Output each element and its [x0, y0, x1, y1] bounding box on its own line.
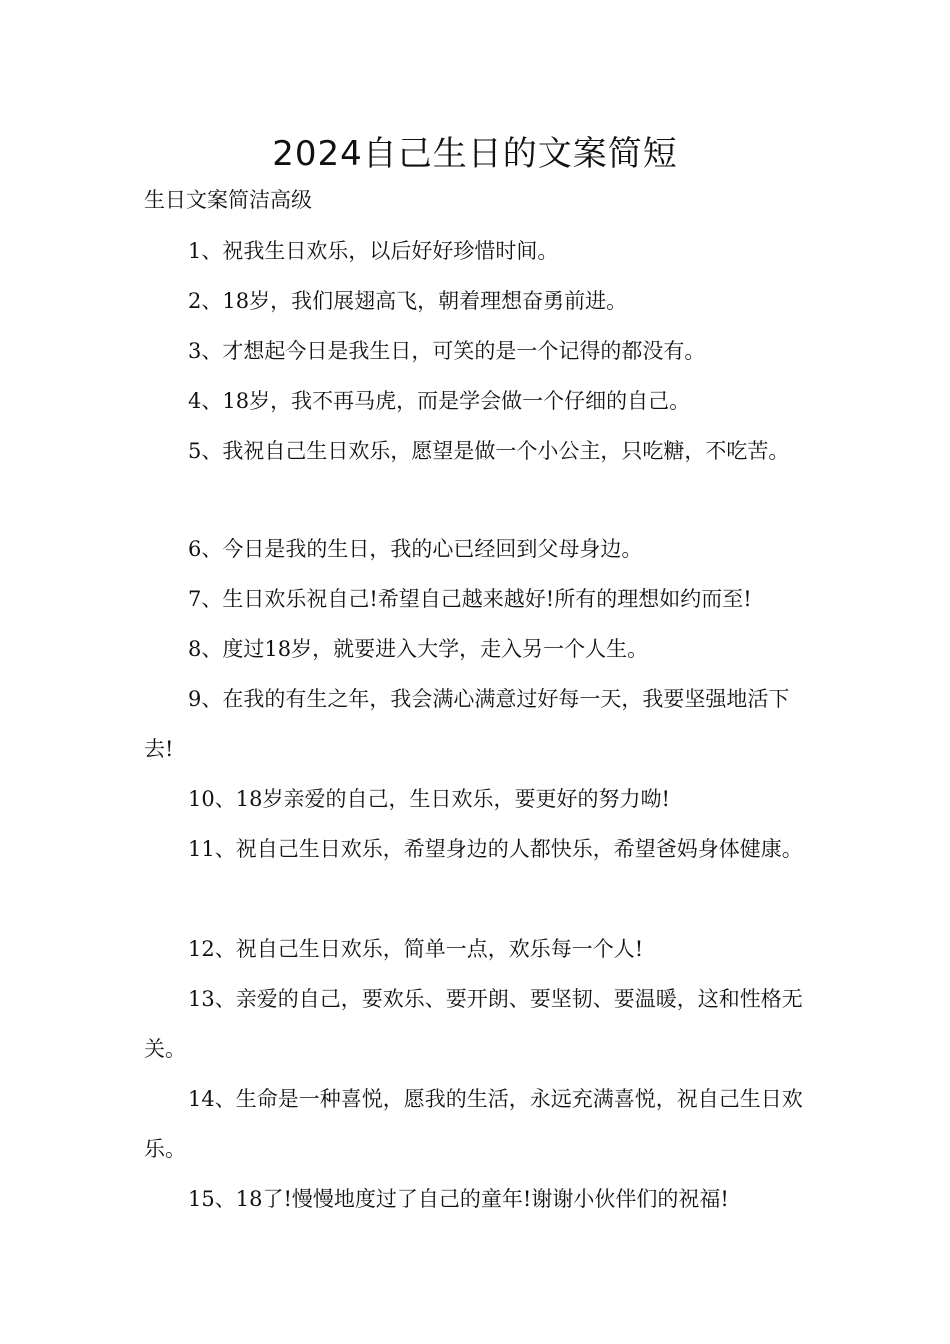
document-title: 2024自己生日的文案简短: [272, 134, 678, 174]
list-item: 7、生日欢乐祝自己!希望自己越来越好!所有的理想如约而至!: [188, 587, 752, 611]
list-item: 6、今日是我的生日，我的心已经回到父母身边。: [188, 537, 643, 561]
list-item: 8、度过18岁，就要进入大学，走入另一个人生。: [188, 637, 649, 661]
list-item: 1、祝我生日欢乐，以后好好珍惜时间。: [188, 239, 559, 263]
list-item: 14、生命是一种喜悦，愿我的生活，永远充满喜悦，祝自己生日欢乐。: [144, 1087, 803, 1161]
list-item: 4、18岁，我不再马虎，而是学会做一个仔细的自己。: [188, 389, 691, 413]
list-item: 15、18了!慢慢地度过了自己的童年!谢谢小伙伴们的祝福!: [188, 1187, 729, 1211]
list-item: 10、18岁亲爱的自己，生日欢乐，要更好的努力呦!: [188, 787, 670, 811]
list-item: 3、才想起今日是我生日，可笑的是一个记得的都没有。: [188, 339, 706, 363]
list-item: 13、亲爱的自己，要欢乐、要开朗、要坚韧、要温暖，这和性格无关。: [144, 987, 803, 1061]
list-item: 12、祝自己生日欢乐，简单一点，欢乐每一个人!: [188, 937, 644, 961]
list-item: 2、18岁，我们展翅高飞，朝着理想奋勇前进。: [188, 289, 628, 313]
list-item: 11、祝自己生日欢乐，希望身边的人都快乐，希望爸妈身体健康。: [188, 837, 803, 861]
list-item: 5、我祝自己生日欢乐，愿望是做一个小公主，只吃糖，不吃苦。: [188, 439, 790, 463]
section-subtitle: 生日文案简洁高级: [144, 188, 312, 212]
list-item: 9、在我的有生之年，我会满心满意过好每一天，我要坚强地活下去!: [144, 687, 790, 761]
